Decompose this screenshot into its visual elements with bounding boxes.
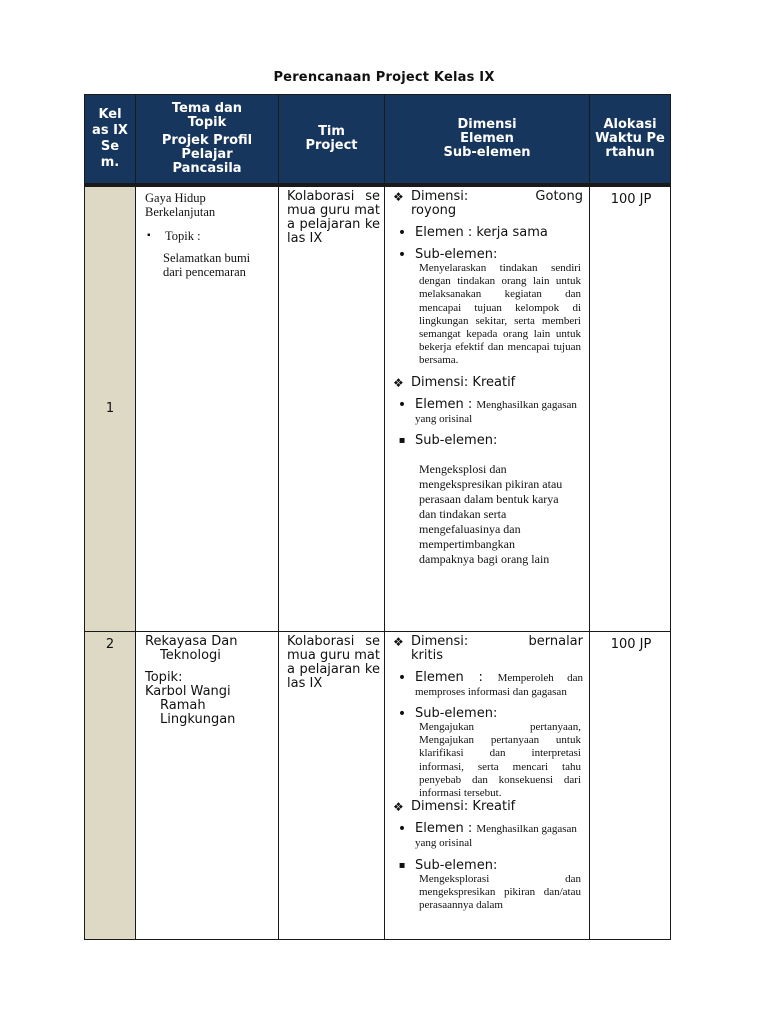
subelemen-2-label: Sub-elemen: [415, 857, 498, 873]
topik-text: Karbol Wangi Ramah Lingkungan [145, 683, 236, 727]
subelemen-text: Mengajukan pertanyaan, Mengajukan pertanyaan untuk klarifikasi dan interpretasi informasi, serta mencari tahu penyebab dan konsekuensi dari informasi tersebut. [419, 720, 581, 799]
dimensi-label: Dimensi: [411, 189, 469, 204]
row-number-cell [85, 631, 136, 939]
row-number: 2 [105, 636, 115, 652]
header-subelemen-label: Sub-elemen [443, 145, 531, 160]
dimensi-value-cont: royong [411, 203, 457, 218]
alokasi-text: 100 JP [610, 192, 652, 207]
disc-bullet-icon: • [397, 705, 407, 722]
alokasi-cell [590, 185, 671, 631]
dimensi-2-text: Dimensi: Kreatif [411, 374, 516, 390]
header-tema [136, 95, 279, 186]
project-plan-table [84, 94, 671, 940]
header-dimensi [385, 95, 590, 186]
tim-text: Kolaborasi semua guru mata pelajaran kelas IX [287, 189, 380, 246]
dimensi-label: Dimensi: [411, 633, 469, 649]
table-header-row [85, 95, 671, 186]
elemen-2-text: Menghasilkan gagasan yang orisinal [415, 398, 577, 425]
elemen-label: Elemen : [415, 669, 483, 685]
tim-text: Kolaborasi semua guru mata pelajaran kelas IX [287, 633, 380, 691]
dimensi-value-cont: kritis [411, 647, 443, 663]
dimensi-value-part: Gotong [535, 189, 583, 204]
tim-cell [279, 631, 385, 939]
elemen-2-label: Elemen : [415, 821, 473, 837]
subelemen-text: Menyelaraskan tindakan sendiri dengan tindakan orang lain untuk melaksanakan kegiatan dan mencapai tujuan kelompok di lingkungan sekitar, serta memberi semangat kepada orang lain untuk bekerja efektif dan mencapai tujuan bersama. [419, 262, 581, 367]
tema-text: Gaya Hidup Berkelanjutan [145, 191, 216, 219]
header-kelas-label: Kel as IX Se m. [92, 107, 128, 170]
tema-text: Rekayasa Dan Teknologi [145, 633, 238, 663]
tim-cell [279, 185, 385, 631]
header-tema-label: Tema dan Topik [171, 101, 243, 130]
header-dimensi-label: Dimensi [457, 117, 517, 132]
dimensi-cell [385, 631, 590, 939]
header-tim-label: Tim Project [305, 124, 358, 153]
subelemen-2-label: Sub-elemen: [415, 433, 498, 449]
dimensi-value-part: bernalar [528, 633, 583, 649]
row-number-cell [85, 185, 136, 631]
diamond-bullet-icon: ❖ [393, 800, 404, 815]
disc-bullet-icon: • [397, 247, 407, 263]
subelemen-2-text: Mengeksplorasi dan mengekspresikan pikiran dan/atau perasaannya dalam [419, 872, 581, 911]
table-row [85, 185, 671, 631]
disc-bullet-icon: • [397, 396, 407, 413]
subelemen-label: Sub-elemen: [415, 247, 498, 262]
table-row [85, 631, 671, 939]
header-projek-label: Projek Profil Pelajar Pancasila [161, 133, 253, 176]
header-alokasi [590, 95, 671, 186]
row-number: 1 [105, 401, 115, 417]
header-kelas [85, 95, 136, 186]
diamond-bullet-icon: ❖ [393, 634, 404, 649]
diamond-bullet-icon: ❖ [393, 375, 404, 390]
alokasi-cell [590, 631, 671, 939]
square-bullet-icon: ▪ [398, 435, 406, 447]
tema-cell [136, 631, 279, 939]
elemen-text: Memperoleh dan memproses informasi dan gagasan [415, 671, 583, 698]
topik-label: Topik: [145, 669, 183, 685]
header-elemen-label: Elemen [460, 131, 514, 146]
header-alokasi-label: Alokasi Waktu Pertahun [595, 117, 665, 160]
disc-bullet-icon: • [397, 225, 407, 241]
elemen-2-label: Elemen : [415, 396, 473, 412]
header-tim [279, 95, 385, 186]
document-title: Perencanaan Project Kelas IX [273, 70, 495, 85]
disc-bullet-icon: • [397, 821, 407, 838]
dimensi-cell [385, 185, 590, 631]
subelemen-2-text: Mengeksplosi dan mengekspresikan pikiran atau perasaan dalam bentuk karya dan tindakan serta mengefaluasinya dan mempertimbangkan dampaknya bagi orang lain [419, 462, 563, 567]
alokasi-text: 100 JP [610, 636, 652, 652]
tema-cell [136, 185, 279, 631]
topik-text: Selamatkan bumi dari pencemaran [163, 251, 251, 279]
elemen-2-text: Menghasilkan gagasan yang orisinal [415, 823, 577, 850]
elemen-text: Elemen : kerja sama [415, 225, 548, 240]
dimensi-2-text: Dimensi: Kreatif [411, 799, 516, 815]
subelemen-label: Sub-elemen: [415, 705, 498, 721]
square-bullet-icon: ▪ [147, 230, 151, 241]
diamond-bullet-icon: ❖ [393, 190, 404, 204]
square-bullet-icon: ▪ [398, 859, 406, 871]
disc-bullet-icon: • [397, 669, 407, 686]
topik-label: Topik : [165, 229, 201, 243]
